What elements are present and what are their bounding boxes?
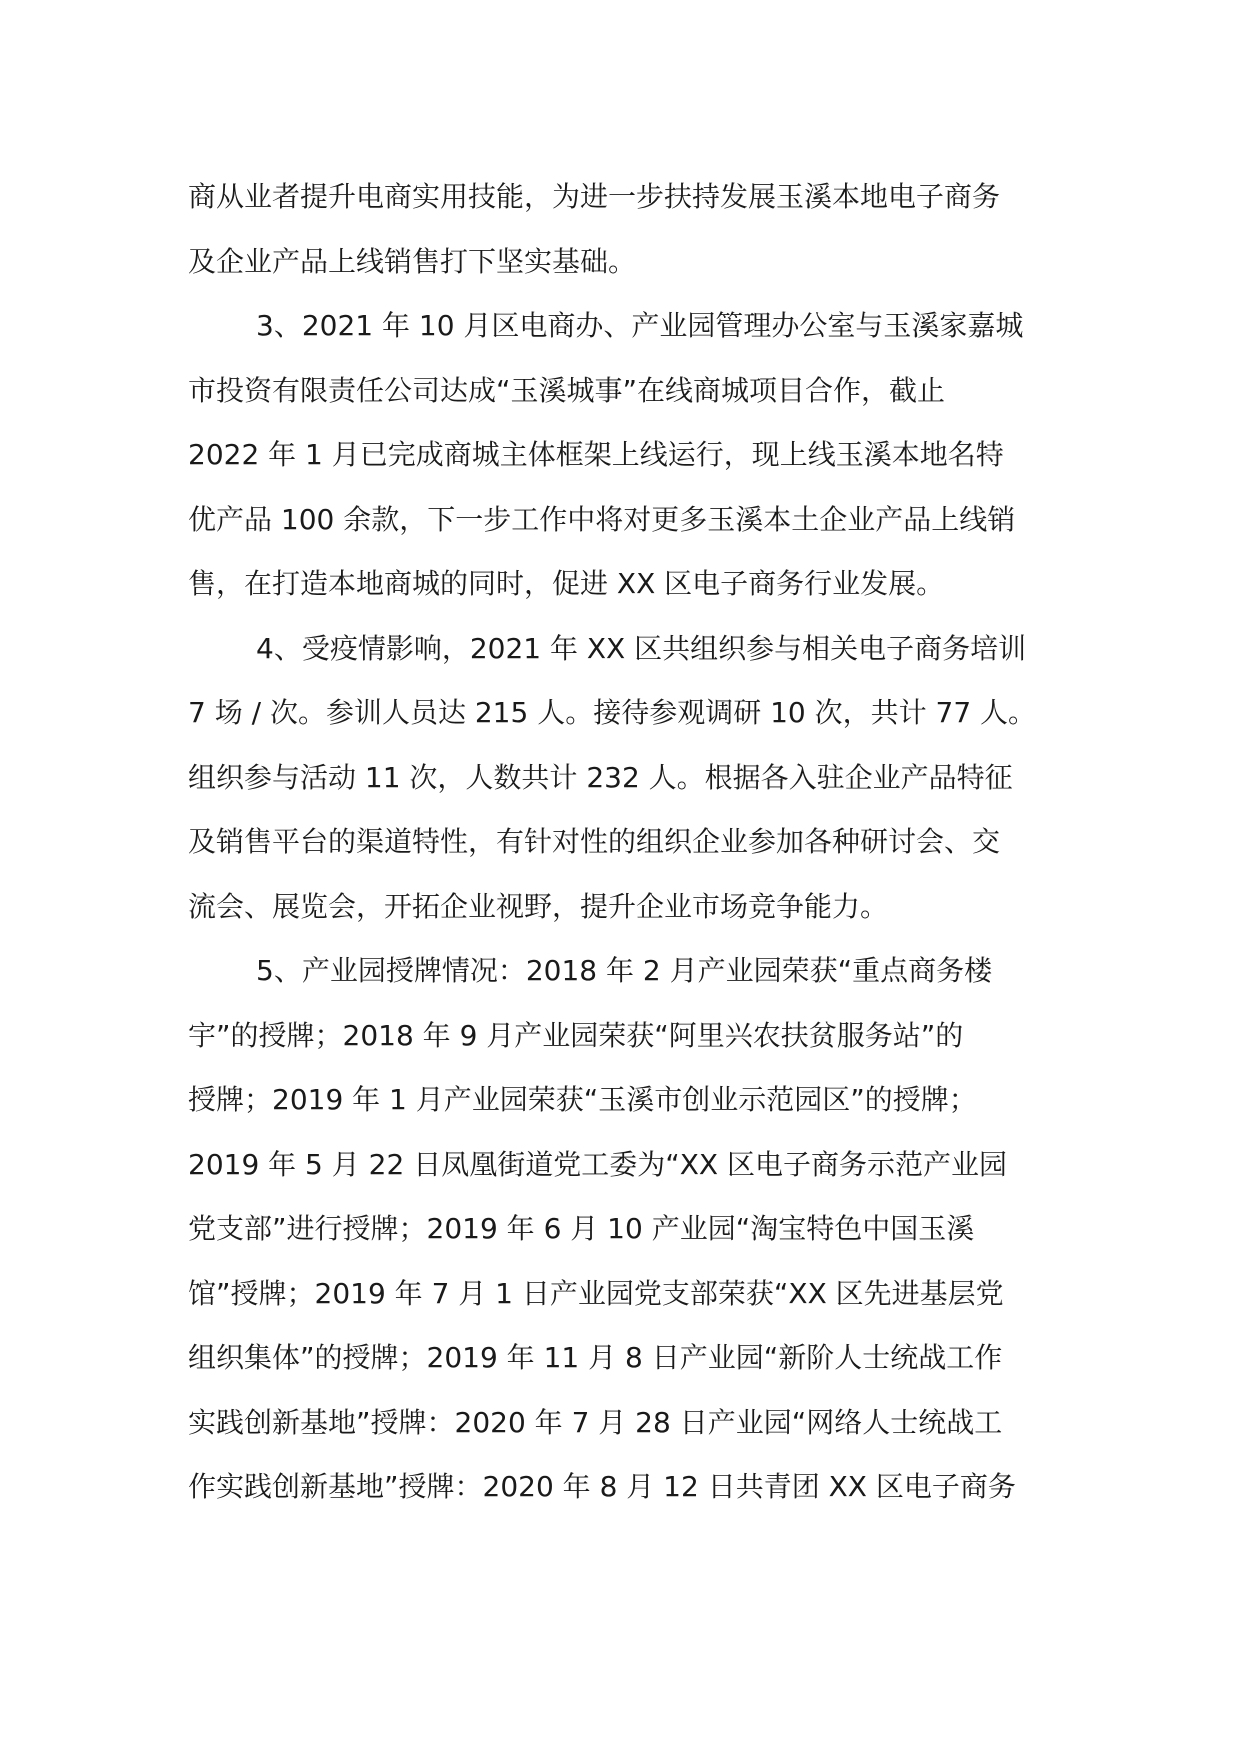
paragraph-5-start: 5、产业园授牌情况：2018 年 2 月产业园荣获“重点商务楼 [256,954,993,987]
text-line: 授牌；2019 年 1 月产业园荣获“玉溪市创业示范园区”的授牌； [188,1083,977,1116]
text-line: 宇”的授牌；2018 年 9 月产业园荣获“阿里兴农扶贫服务站”的 [188,1018,964,1052]
text-line: 2022 年 1 月已完成商城主体框架上线运行，现上线玉溪本地名特 [188,438,1004,471]
text-line: 实践创新基地”授牌：2020 年 7 月 28 日产业园“网络人士统战工 [188,1405,1003,1439]
text-line: 馆”授牌；2019 年 7 月 1 日产业园党支部荣获“XX 区先进基层党 [188,1276,1004,1310]
text-line: 2019 年 5 月 22 日凤凰街道党工委为“XX 区电子商务示范产业园 [188,1147,1007,1181]
text-line: 7 场 / 次。参训人员达 215 人。接待参观调研 10 次，共计 77 人。 [188,696,1037,729]
paragraph-4-start: 4、受疫情影响，2021 年 XX 区共组织参与相关电子商务培训 [256,631,1027,665]
text-line: 商从业者提升电商实用技能，为进一步扶持发展玉溪本地电子商务 [188,180,1001,213]
text-line: 作实践创新基地”授牌：2020 年 8 月 12 日共青团 XX 区电子商务 [188,1470,1016,1503]
text-line: 流会、展览会，开拓企业视野，提升企业市场竞争能力。 [188,889,889,923]
text-line: 党支部”进行授牌；2019 年 6 月 10 产业园“淘宝特色中国玉溪 [188,1212,975,1245]
text-line: 组织参与活动 11 次，人数共计 232 人。根据各入驻企业产品特征 [188,760,1013,794]
text-line: 组织集体”的授牌；2019 年 11 月 8 日产业园“新阶人士统战工作 [188,1341,1003,1374]
body-text [188,165,1058,1520]
text-line: 及企业产品上线销售打下坚实基础。 [188,244,637,278]
text-line: 售，在打造本地商城的同时，促进 XX 区电子商务行业发展。 [188,567,945,600]
text-line: 及销售平台的渠道特性，有针对性的组织企业参加各种研讨会、交 [188,825,1001,858]
text-line: 市投资有限责任公司达成“玉溪城事”在线商城项目合作，截止 [188,373,946,407]
paragraph-3-start: 3、2021 年 10 月区电商办、产业园管理办公室与玉溪家嘉城 [256,309,1024,342]
text-line: 优产品 100 余款，下一步工作中将对更多玉溪本土企业产品上线销 [188,502,1016,536]
